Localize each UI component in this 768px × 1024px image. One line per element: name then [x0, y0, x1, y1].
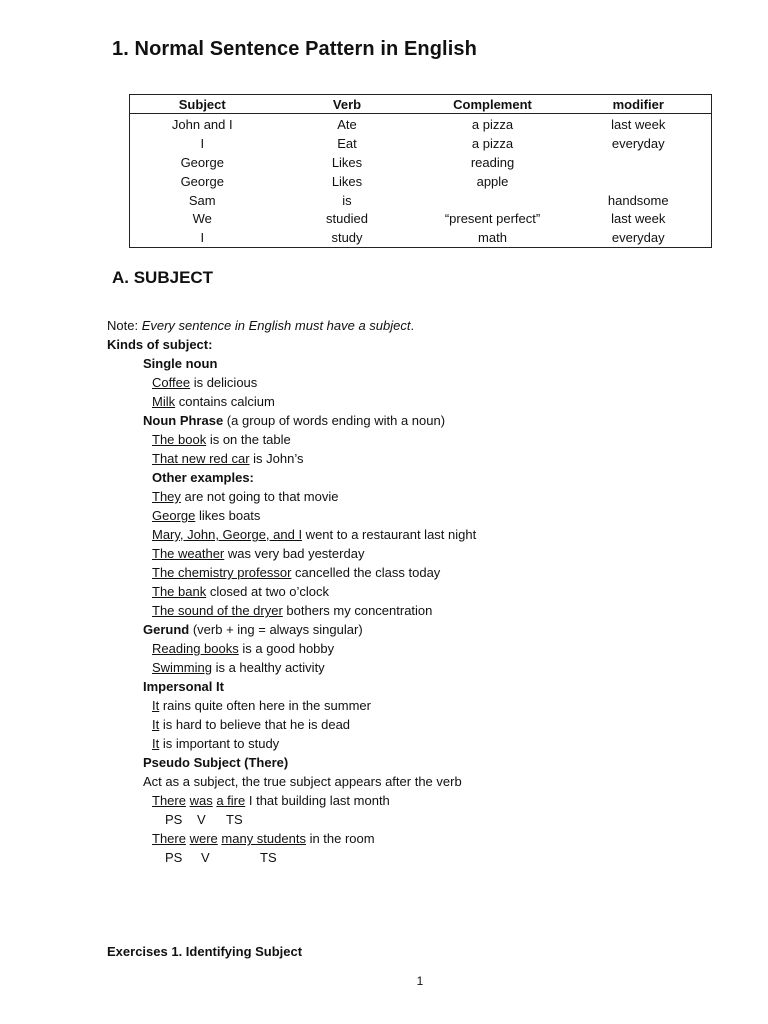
example-line [107, 715, 727, 734]
kinds-label: Kinds of subject: [107, 337, 213, 352]
example-subject: That new red car [152, 451, 250, 466]
page-title: 1. Normal Sentence Pattern in English [112, 38, 477, 60]
cell-subject: George [180, 154, 224, 170]
example-rest: was very bad yesterday [224, 546, 365, 561]
note-line [107, 316, 727, 335]
table-row [130, 153, 712, 172]
table-header-row [130, 95, 712, 114]
page-number: 1 [416, 974, 424, 988]
mark-v: V [197, 812, 206, 827]
mark-ps: PS [165, 850, 183, 865]
verb-word: was [189, 793, 213, 808]
example-rest: is important to study [159, 736, 280, 751]
cell-verb: studied [326, 211, 368, 227]
grammar-marks [107, 848, 727, 867]
example-line [107, 373, 727, 392]
mark-ts: TS [260, 850, 277, 865]
header-modifier: modifier [566, 95, 712, 114]
example-subject: They [152, 489, 181, 504]
example-line [107, 639, 727, 658]
table-row [130, 114, 712, 134]
cell-complement: a pizza [471, 135, 514, 151]
example-rest: I that building last month [245, 793, 390, 808]
example-subject: It [152, 698, 160, 713]
mark-ps: PS [165, 812, 183, 827]
example-subject: The sound of the dryer [152, 603, 283, 618]
mark-ts: TS [226, 812, 243, 827]
true-subject-word: a fire [216, 793, 246, 808]
table-row [130, 228, 712, 247]
example-line [107, 392, 727, 411]
header-verb: Verb [275, 95, 420, 114]
cell-complement: a pizza [471, 116, 514, 132]
example-line [107, 487, 727, 506]
example-subject: It [152, 736, 160, 751]
example-subject: Milk [152, 394, 176, 409]
example-subject: The book [152, 432, 207, 447]
example-subject: Reading books [152, 641, 239, 656]
example-line [107, 525, 727, 544]
cell-subject: John and I [171, 116, 233, 132]
example-line [107, 734, 727, 753]
note-end: . [410, 318, 415, 333]
note-text: Every sentence in English must have a subject [141, 318, 411, 333]
example-rest: is a healthy activity [211, 660, 325, 675]
example-rest: is delicious [190, 375, 258, 390]
cell-subject: George [180, 173, 224, 189]
verb-word: were [189, 831, 218, 846]
cell-verb: Eat [337, 135, 357, 151]
section-heading-subject: A. SUBJECT [112, 268, 214, 287]
example-subject: Coffee [152, 375, 191, 390]
example-line [107, 506, 727, 525]
example-line [107, 430, 727, 449]
subject-notes [107, 316, 727, 867]
example-line [107, 696, 727, 715]
cell-verb: Likes [331, 154, 363, 170]
table-row [130, 172, 712, 191]
cell-subject: I [200, 135, 205, 151]
table-row [130, 191, 712, 210]
cell-complement [420, 191, 566, 210]
example-rest: contains calcium [175, 394, 275, 409]
cell-modifier: everyday [611, 230, 665, 246]
pseudo-subject-word: There [152, 831, 186, 846]
sentence-pattern-table [129, 94, 712, 248]
cell-modifier: last week [611, 211, 666, 227]
example-line [107, 544, 727, 563]
example-subject: The chemistry professor [152, 565, 292, 580]
grammar-marks [107, 810, 727, 829]
true-subject-word: many students [221, 831, 306, 846]
example-line [107, 829, 727, 848]
note-label: Note: [107, 318, 142, 333]
exercise-title: Exercises 1. Identifying Subject [107, 944, 303, 959]
cell-verb: Likes [331, 173, 363, 189]
impersonal-it-label: Impersonal It [143, 679, 224, 694]
noun-phrase-label: Noun Phrase [143, 413, 224, 428]
example-rest: cancelled the class today [291, 565, 441, 580]
example-rest: are not going to that movie [180, 489, 339, 504]
example-subject: Swimming [152, 660, 212, 675]
table-row [130, 134, 712, 153]
example-subject: Mary, John, George, and I [152, 527, 303, 542]
example-rest: in the room [305, 831, 375, 846]
pseudo-subject-label: Pseudo Subject (There) [143, 755, 289, 770]
example-line [107, 582, 727, 601]
single-noun-label: Single noun [143, 356, 218, 371]
gerund-label: Gerund [143, 622, 190, 637]
cell-complement: reading [470, 154, 515, 170]
example-line [107, 449, 727, 468]
table-row [130, 209, 712, 228]
example-rest: is hard to believe that he is dead [159, 717, 351, 732]
other-examples-label: Other examples: [152, 470, 254, 485]
example-rest: is a good hobby [238, 641, 335, 656]
header-complement: Complement [420, 95, 566, 114]
gerund-line [107, 620, 727, 639]
cell-complement: math [478, 230, 507, 246]
noun-phrase-desc: (a group of words ending with a noun) [223, 413, 446, 428]
example-rest: likes boats [195, 508, 261, 523]
cell-verb: study [331, 230, 363, 246]
noun-phrase-line [107, 411, 727, 430]
example-rest: is John’s [249, 451, 304, 466]
cell-subject: I [200, 230, 205, 246]
cell-verb: Ate [337, 116, 357, 132]
mark-v: V [201, 850, 210, 865]
example-rest: bothers my concentration [282, 603, 433, 618]
cell-subject: We [192, 211, 212, 227]
example-line [107, 601, 727, 620]
example-subject: The weather [152, 546, 225, 561]
cell-modifier [566, 172, 712, 191]
cell-subject: Sam [188, 192, 216, 208]
example-line [107, 563, 727, 582]
example-rest: went to a restaurant last night [302, 527, 477, 542]
example-rest: is on the table [206, 432, 291, 447]
gerund-desc: (verb + ing = always singular) [189, 622, 363, 637]
example-line [107, 791, 727, 810]
example-rest: rains quite often here in the summer [159, 698, 371, 713]
example-rest: closed at two o’clock [206, 584, 330, 599]
example-subject: It [152, 717, 160, 732]
cell-verb: is [342, 192, 352, 208]
example-subject: The bank [152, 584, 207, 599]
cell-modifier [566, 153, 712, 172]
cell-modifier: handsome [607, 192, 669, 208]
cell-complement: “present perfect” [444, 211, 541, 227]
cell-complement: apple [476, 173, 509, 189]
pseudo-subject-desc: Act as a subject, the true subject appears after the verb [143, 774, 462, 789]
example-subject: George [152, 508, 196, 523]
example-line [107, 658, 727, 677]
cell-modifier: everyday [611, 135, 665, 151]
pseudo-subject-word: There [152, 793, 186, 808]
header-subject: Subject [130, 95, 275, 114]
cell-modifier: last week [611, 116, 666, 132]
